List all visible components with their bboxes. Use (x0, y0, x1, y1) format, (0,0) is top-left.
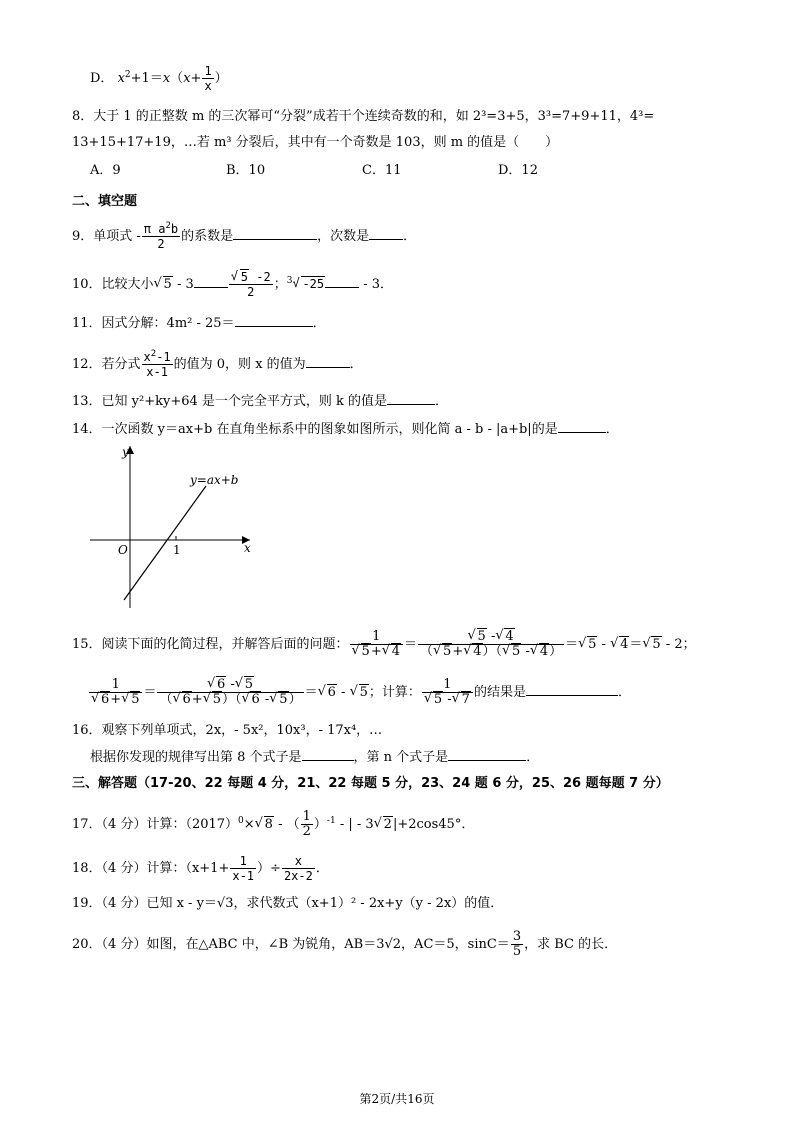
graph-tick-label: 1 (173, 543, 181, 557)
q13: 13．已知 y²+ky+64 是一个完全平方式，则 k 的值是 ． (72, 394, 449, 409)
q18: 18．（4 分）计算：（x+1+ $\frac{1}{x-1}$ ）÷ $\frac{x}{2x-2}$ ． (72, 854, 329, 883)
q19: 19．（4 分）已知 x - y＝√3，求代数式（x+1）² - 2x+y（y - 2x）的值． (72, 896, 504, 911)
page-footer: 第2页/共16页 (359, 1092, 435, 1106)
graph-line-label: y=ax+b (190, 473, 239, 487)
q8-option-b: B．10 (226, 163, 266, 178)
q16-line1: 16．观察下列单项式，2x，- 5x²，10x³，- 17x⁴，… (72, 723, 383, 738)
graph-origin-label: O (118, 543, 128, 557)
q20: 20．（4 分）如图，在△ABC 中，∠B 为锐角，AB＝3√2，AC＝5，sinC＝ $\frac{3}{5}$ ，求 BC 的长． (72, 929, 618, 959)
q7-option-d: D． $x^2+1=x(x+$ $\frac{1}{x}$ ） (90, 64, 228, 93)
q8-line2: 13+15+17+19，…若 m³ 分裂后，其中有一个奇数是 103，则 m 的值是（ ） (72, 135, 559, 150)
graph-y-label: y (122, 445, 129, 459)
graph-x-label: x (244, 541, 251, 555)
q11: 11．因式分解：4m² - 25＝ ． (72, 316, 326, 331)
q8-line1: 8．大于 1 的正整数 m 的三次幂可“分裂”成若干个连续奇数的和，如 2³=3+5，3³=7+9+11，4³= (72, 109, 655, 124)
q16-line2: 根据你发现的规律写出第 8 个式子是 ，第 n 个式子是 ． (90, 750, 540, 765)
q15-line2: 1 √ 6+√ 5 ＝ √ $\frac{6 -√ 5}{(√ 6+√ 5)(√ 6 -√ 5)}$ ＝√ 6 - √ 5；计算： 1 √ 5 -√ 7 的结果是 ． (88, 678, 631, 707)
function-line (124, 486, 206, 600)
q17: 17．（4 分）计算：$(2017)^0\times√$ 8 - （ $\frac{1}{2}$ ）$^{-1}$ - | - 3√ 2|+2cos45°． (72, 810, 474, 839)
q8-option-a: A．9 (90, 163, 121, 178)
section-heading-fill-in: 二、填空题 (72, 194, 138, 209)
q10: 10．比较大小√ 5 - 3 √ $\frac{5 -2}{2}$ ；$^3$√ -25 - 3． (72, 270, 393, 299)
section-heading-solve: 三、解答题（17-20、22 每题 4 分，21、22 每题 5 分，23、24 题 6 分，25、26 题每题 7 分） (72, 776, 669, 791)
q9: 9．单项式 - $\frac{\pi a^2b}{2}$ 的系数是 ，次数是 ． (72, 221, 417, 251)
q8-option-c: C．11 (362, 163, 402, 178)
linear-function-graph (84, 440, 264, 615)
q14: 14．一次函数 y＝ax+b 在直角坐标系中的图象如图所示，则化简 a - b - |a+b|的是 ． (72, 422, 619, 437)
q12: 12．若分式 $\frac{x^2-1}{x-1}$ 的值为 0，则 x 的值为 ． (72, 349, 363, 379)
q8-option-d: D．12 (498, 163, 538, 178)
q15-line1: 15．阅读下面的化简过程，并解答后面的问题： 1 √ 5+√ 4 ＝ √ $\frac{5 -√ 4}{(√ 5+√ 4)(√ 5 -√ 4)}$ ＝√ 5 - √ 4＝√ 5 - 2； (72, 630, 696, 659)
